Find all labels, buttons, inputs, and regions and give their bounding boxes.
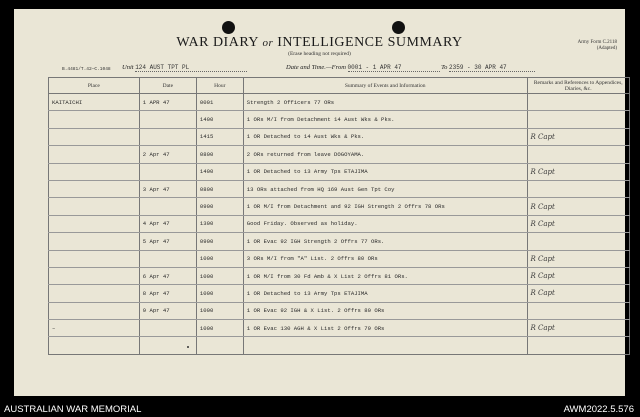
- form-ref-line2: (Adapted): [596, 46, 617, 51]
- footer-left: AUSTRALIAN WAR MEMORIAL: [4, 404, 142, 415]
- cell-remarks: R Capt: [527, 198, 629, 215]
- table-row: [49, 94, 630, 111]
- cell-summary: 13 ORs attached from HQ 169 Aust Gen Tpt Coy: [243, 180, 527, 197]
- cell-remarks: [527, 111, 629, 128]
- cell-date: 5 Apr 47: [139, 233, 196, 250]
- form-ref-line1: Army Form C.2118: [577, 40, 617, 45]
- cell-remarks: R Capt: [527, 267, 629, 284]
- diary-body: [49, 94, 630, 355]
- cell-hour: 1000: [196, 285, 243, 302]
- cell-summary: 1 OR Evac 92 IGH Strength 2 Offrs 77 ORs.: [243, 233, 527, 250]
- cell-remarks: R Capt: [527, 250, 629, 267]
- cell-hour: 1000: [196, 320, 243, 337]
- cell-summary: [243, 337, 527, 354]
- to-label: To: [441, 64, 448, 71]
- cell-place: [49, 233, 140, 250]
- cell-date: 6 Apr 47: [139, 267, 196, 284]
- cell-summary: 1 OR Evac 92 IGH & X List. 2 Offrs 80 ORs: [243, 302, 527, 319]
- cell-date: [139, 111, 196, 128]
- table-row: [49, 128, 630, 145]
- cell-hour: 1000: [196, 267, 243, 284]
- cell-date: 1 APR 47: [139, 94, 196, 111]
- header-remarks: Remarks and References to Appendices, Diaries, &c.: [527, 78, 629, 94]
- document-title: [14, 35, 625, 51]
- cell-place: KAITAICHI: [49, 94, 140, 111]
- cell-hour: 0800: [196, 146, 243, 163]
- cell-hour: 0900: [196, 233, 243, 250]
- cell-hour: 1300: [196, 215, 243, 232]
- cell-hour: 1400: [196, 111, 243, 128]
- cell-remarks: R Capt: [527, 320, 629, 337]
- cell-date: 8 Apr 47: [139, 285, 196, 302]
- cell-place: [49, 198, 140, 215]
- cell-remarks: [527, 180, 629, 197]
- datetime-label: Date and Time.—From: [286, 64, 346, 71]
- cell-summary: 2 ORs returned from leave DOGOYAMA.: [243, 146, 527, 163]
- punch-hole-left: [222, 21, 235, 34]
- header-place: Place: [49, 78, 140, 94]
- header-hour: Hour: [196, 78, 243, 94]
- cell-summary: 1 OR Detached to 14 Aust Wks & Pks.: [243, 128, 527, 145]
- cell-date: 9 Apr 47: [139, 302, 196, 319]
- cell-summary: 1 OR M/I from 30 Fd Amb & X List 2 Offrs 81 ORs.: [243, 267, 527, 284]
- document-subtitle: (Erase heading not required): [288, 51, 351, 57]
- cell-hour: [196, 337, 243, 354]
- cell-summary: Good Friday. Observed as holiday.: [243, 215, 527, 232]
- cell-place: [49, 215, 140, 232]
- table-row: [49, 285, 630, 302]
- form-reference: [578, 40, 617, 52]
- table-row: [49, 146, 630, 163]
- title-war-diary: WAR DIARY: [176, 35, 259, 50]
- table-row: [49, 233, 630, 250]
- cell-place: [49, 163, 140, 180]
- cell-remarks: R Capt: [527, 215, 629, 232]
- table-row: [49, 180, 630, 197]
- cell-remarks: [527, 302, 629, 319]
- cell-place: [49, 146, 140, 163]
- header-summary: Summary of Events and Information: [243, 78, 527, 94]
- cell-remarks: [527, 94, 629, 111]
- cell-summary: 1 OR Detached to 13 Army Tps ETAJIMA: [243, 285, 527, 302]
- cell-place: [49, 337, 140, 354]
- cell-summary: 1 OR Detached to 13 Army Tps ETAJIMA: [243, 163, 527, 180]
- cell-place: [49, 180, 140, 197]
- unit-value: 124 AUST TPT PL: [135, 64, 190, 71]
- table-row: [49, 320, 630, 337]
- table-row: [49, 111, 630, 128]
- cell-date: [139, 198, 196, 215]
- table-row: [49, 337, 630, 354]
- footer-right: AWM2022.5.576: [563, 404, 634, 415]
- unit-label: Unit: [122, 64, 134, 71]
- cell-summary: 3 ORs M/I from "A" List. 2 Offrs 80 ORs: [243, 250, 527, 267]
- cell-summary: 1 OR M/I from Detachment and 92 IGH Strength 2 Offrs 78 ORs: [243, 198, 527, 215]
- cell-place: [49, 250, 140, 267]
- margin-dot: [187, 346, 189, 348]
- cell-remarks: [527, 337, 629, 354]
- table-row: [49, 250, 630, 267]
- cell-remarks: R Capt: [527, 285, 629, 302]
- cell-remarks: [527, 233, 629, 250]
- cell-hour: 1000: [196, 250, 243, 267]
- cell-date: [139, 128, 196, 145]
- punch-hole-right: [392, 21, 405, 34]
- header-date: Date: [139, 78, 196, 94]
- datetime-field: [286, 64, 535, 72]
- table-row: [49, 163, 630, 180]
- cell-hour: 1415: [196, 128, 243, 145]
- cell-date: 3 Apr 47: [139, 180, 196, 197]
- cell-hour: 0800: [196, 180, 243, 197]
- cell-place: [49, 285, 140, 302]
- cell-hour: 0001: [196, 94, 243, 111]
- from-value: 0001 - 1 APR 47: [347, 64, 402, 71]
- cell-place: [49, 267, 140, 284]
- to-value: 2359 - 30 APR 47: [449, 64, 507, 71]
- cell-place: [49, 302, 140, 319]
- cell-place: [49, 111, 140, 128]
- header-row: [49, 78, 630, 94]
- cell-date: 4 Apr 47: [139, 215, 196, 232]
- table-row: [49, 267, 630, 284]
- table-row: [49, 198, 630, 215]
- cell-date: [139, 163, 196, 180]
- title-or: or: [262, 37, 274, 49]
- cell-hour: 1400: [196, 163, 243, 180]
- cell-date: 2 Apr 47: [139, 146, 196, 163]
- cell-place: [49, 128, 140, 145]
- cell-place: –: [49, 320, 140, 337]
- cell-remarks: [527, 146, 629, 163]
- cell-date: [139, 250, 196, 267]
- cell-hour: 1000: [196, 302, 243, 319]
- cell-hour: 0900: [196, 198, 243, 215]
- diary-table: [48, 77, 630, 355]
- title-intelligence-summary: INTELLIGENCE SUMMARY: [277, 35, 463, 50]
- table-row: [49, 302, 630, 319]
- cell-remarks: R Capt: [527, 163, 629, 180]
- print-reference: B.4481/T.42—C.1048: [62, 67, 111, 72]
- cell-summary: Strength 2 Officers 77 ORs: [243, 94, 527, 111]
- table-row: [49, 215, 630, 232]
- cell-summary: 1 OR Evac 130 AGH & X List 2 Offrs 79 ORs: [243, 320, 527, 337]
- cell-summary: 1 ORs M/I from Detachment 14 Aust Wks & Pks.: [243, 111, 527, 128]
- unit-field: [122, 64, 247, 72]
- cell-date: [139, 320, 196, 337]
- cell-remarks: R Capt: [527, 128, 629, 145]
